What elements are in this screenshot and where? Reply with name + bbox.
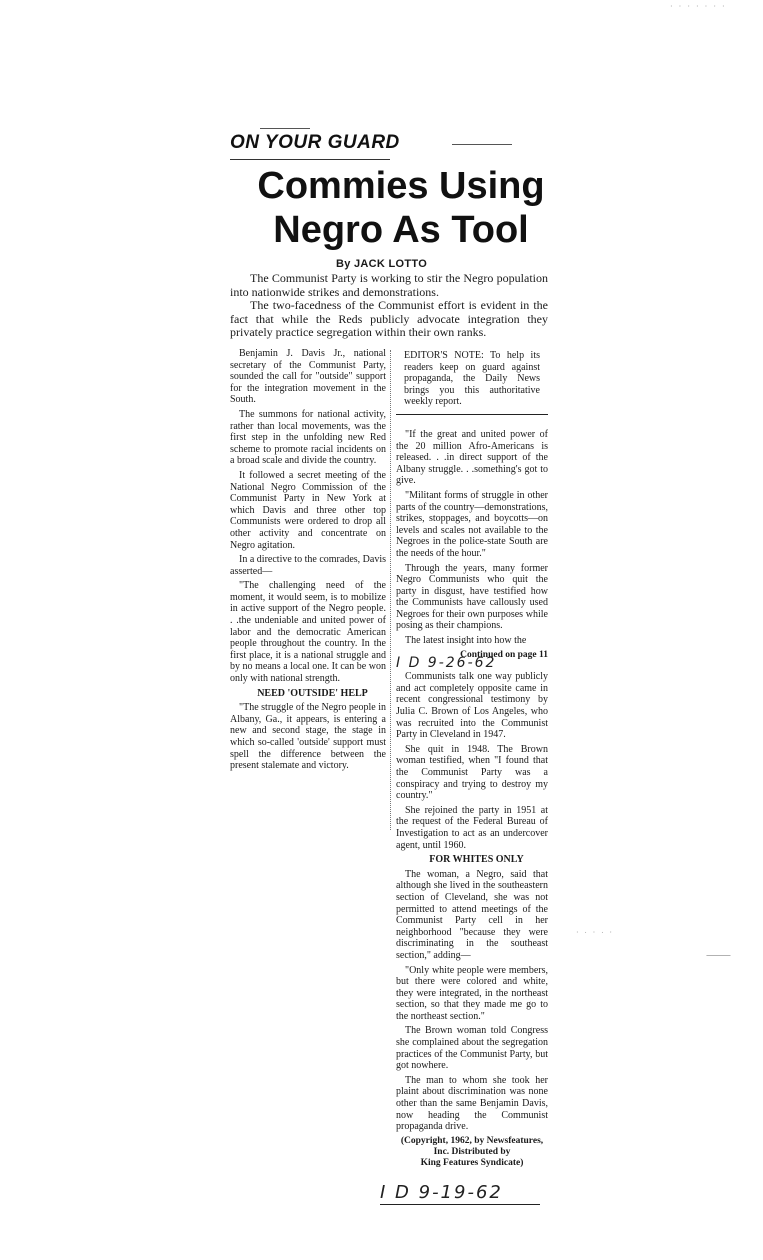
lead-paragraph: The Communist Party is working to stir the Negro population into nationwide strikes and demonstrations. [230, 271, 548, 299]
scan-speck-mark: ⸻ [706, 950, 733, 961]
subhead-for-whites-only: FOR WHITES ONLY [429, 854, 524, 866]
scan-speck-right: · ∙ · ∙ · [576, 928, 614, 937]
kicker: ON YOUR GUARD [230, 132, 400, 153]
paragraph: "Militant forms of struggle in other parts of the country—demonstrations, strikes, stoppages, and boycotts—on levels and scales not available to the Negroes in the police-state South are the needs of the hour." [396, 489, 548, 559]
paragraph: "If the great and united power of the 20 million Afro-Americans is released. . .in direct support of the Albany struggle. . .something's got to give. [396, 428, 548, 487]
left-column [230, 348, 386, 775]
paragraph: "The challenging need of the moment, it would seem, is to mobilize in active support of the Negro people. . .the undeniable and united power of labor and the democratic American people throughout the country. In the first place, it is a national struggle and by no means a local one. It can be won only with national strength. [230, 580, 386, 685]
paragraph: The man to whom she took her plaint about discrimination was none other than the same Benjamin Davis, now heading the Communist propaganda drive. [396, 1074, 548, 1133]
handwritten-underline [380, 1204, 540, 1205]
paragraph: "Only white people were members, but there were colored and white, they were integrated, in the northeast section, so that they made me go to the northeast section." [396, 964, 548, 1022]
paragraph: The woman, a Negro, said that although she lived in the southeastern section of Cleveland, she was not permitted to attend meetings of the Communist Party cell in her neighborhood "because they were discriminating in the southeast section," adding— [396, 868, 548, 961]
handwritten-date-bottom: I D 9-19-62 [380, 1182, 503, 1203]
paragraph: "The struggle of the Negro people in Albany, Ga., it appears, is entering a new and second stage, the stage in which so-called 'outside' support must spell the difference between the present stalemate and victory. [230, 702, 386, 772]
paragraph: Communists talk one way publicly and act completely opposite came in recent congressional testimony by Julia C. Brown of Los Angeles, who was recruited into the Communist Party in Cleveland in 1947. [396, 671, 548, 741]
paragraph: It followed a secret meeting of the National Negro Commission of the Communist Party in New York at which Davis and three other top Communists were ordered to drop all other activity and concentrate on Negro agitation. [230, 469, 386, 551]
copyright-line: King Features Syndicate) [420, 1157, 524, 1168]
continued-note: Continued on page 11 [460, 649, 548, 660]
subhead-need-outside-help: NEED 'OUTSIDE' HELP [257, 687, 368, 699]
lead-paragraph: The two-facedness of the Communist effort is evident in the fact that while the Reds publicly advocate integration they privately practice segregation within their own ranks. [230, 298, 548, 339]
kicker-rule [230, 159, 390, 160]
newspaper-clipping [226, 120, 552, 1212]
headline-line-1: Commies Using [257, 165, 545, 207]
top-smudge-right [452, 144, 512, 145]
paragraph: Benjamin J. Davis Jr., national secretary of the Communist Party, sounded the call for "outside" support for the integration movement in the South. [230, 348, 386, 406]
copyright-notice [396, 1136, 548, 1169]
paragraph: The summons for national activity, rather than local movements, was the first step in the unfolding new Red scheme to promote racial incidents on a broad scale and divide the country. [230, 408, 386, 467]
paragraph: She rejoined the party in 1951 at the request of the Federal Bureau of Investigation to act as an undercover agent, until 1960. [396, 804, 548, 851]
copyright-line: (Copyright, 1962, by Newsfeatures, Inc. Distributed by [400, 1135, 544, 1157]
headline [256, 164, 546, 252]
headline-line-2: Negro As Tool [273, 209, 529, 251]
paragraph: In a directive to the comrades, Davis asserted— [230, 554, 386, 577]
handwritten-date-mid: I D 9-26-62 [396, 655, 497, 671]
top-smudge [260, 128, 310, 129]
scan-speck-top: · · · · · · · [670, 2, 727, 11]
paragraph: She quit in 1948. The Brown woman testified, when "I found that the Communist Party was a conspiracy and trying to destroy my country." [396, 743, 548, 802]
paragraph: Through the years, many former Negro Communists who quit the party in disgust, have testified how the Communists have callously used Negroes for their own purposes while posing as their champions. [396, 562, 548, 632]
right-column [396, 348, 548, 1169]
editors-note: EDITOR'S NOTE: To help its readers keep on guard against propaganda, the Daily News brings you this authoritative weekly report. [396, 348, 548, 415]
byline: By JACK LOTTO [336, 258, 428, 270]
paragraph: The latest insight into how the [405, 635, 527, 647]
column-divider [390, 350, 391, 830]
lead-paragraphs [230, 272, 548, 340]
paragraph: The Brown woman told Congress she complained about the segregation practices of the Communist Party, but got nowhere. [396, 1025, 548, 1072]
